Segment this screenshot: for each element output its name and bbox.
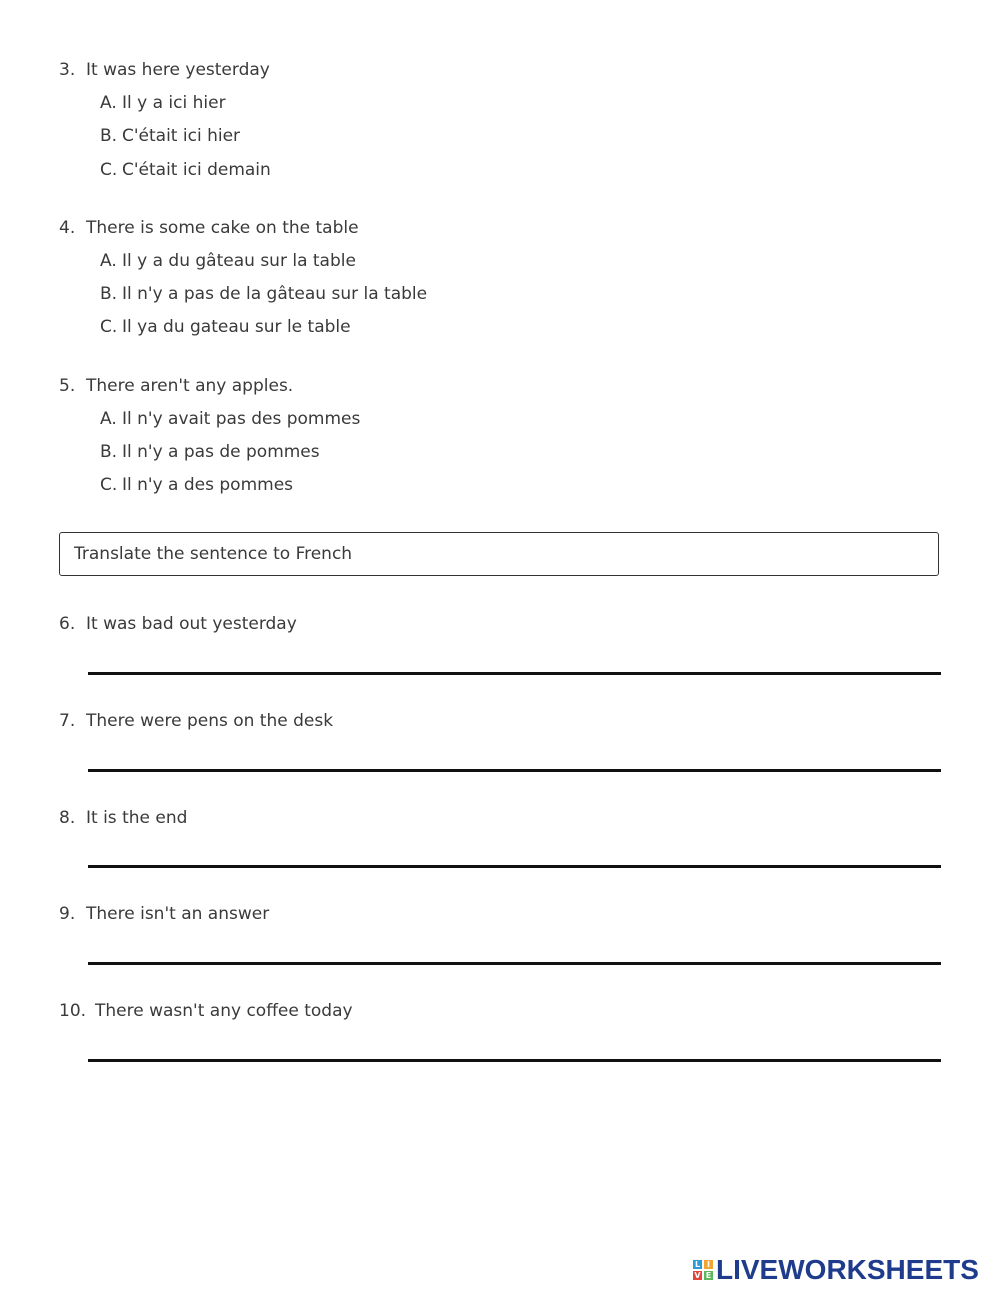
option-letter: A. [100,93,117,113]
logo-mark-icon [693,1260,713,1280]
question-9 [59,904,269,924]
question-number: 4. [59,218,76,238]
answer-line-8[interactable] [88,865,941,868]
question-number: 10. [59,1001,87,1021]
question-4 [59,218,359,238]
option-letter: B. [100,126,118,146]
option-4b[interactable] [100,284,427,304]
option-text: C'était ici demain [122,160,271,180]
answer-line-7[interactable] [88,769,941,772]
question-number: 9. [59,904,76,924]
option-letter: A. [100,409,117,429]
option-3a[interactable] [100,93,226,113]
answer-line-6[interactable] [88,672,941,675]
instruction-box [59,532,939,576]
liveworksheets-logo [693,1255,979,1285]
question-prompt: It is the end [86,808,188,828]
option-text: Il y a ici hier [122,93,226,113]
answer-line-9[interactable] [88,962,941,965]
question-prompt: There aren't any apples. [86,376,294,396]
option-4a[interactable] [100,251,356,271]
instruction-text: Translate the sentence to French [74,544,353,564]
question-prompt: There were pens on the desk [86,711,334,731]
logo-mark-letter: E [705,1271,712,1280]
answer-line-10[interactable] [88,1059,941,1062]
question-number: 6. [59,614,76,634]
question-7 [59,711,333,731]
question-6 [59,614,297,634]
question-prompt: It was bad out yesterday [86,614,297,634]
option-letter: A. [100,251,117,271]
question-number: 3. [59,60,76,80]
option-text: Il n'y avait pas des pommes [122,409,361,429]
logo-mark-letter: L [694,1260,701,1269]
question-prompt: There is some cake on the table [86,218,359,238]
question-number: 5. [59,376,76,396]
question-prompt: There isn't an answer [86,904,270,924]
option-text: Il y a du gâteau sur la table [122,251,356,271]
question-prompt: It was here yesterday [86,60,270,80]
option-letter: C. [100,160,118,180]
question-5 [59,376,293,396]
option-letter: C. [100,475,118,495]
question-prompt: There wasn't any coffee today [95,1001,353,1021]
option-3c[interactable] [100,160,271,180]
option-5a[interactable] [100,409,360,429]
question-8 [59,808,187,828]
option-text: Il n'y a pas de la gâteau sur la table [122,284,428,304]
option-5c[interactable] [100,475,293,495]
option-text: C'était ici hier [122,126,241,146]
option-3b[interactable] [100,126,240,146]
logo-text: LIVEWORKSHEETS [716,1254,979,1285]
option-text: Il n'y a pas de pommes [122,442,320,462]
option-5b[interactable] [100,442,320,462]
question-number: 8. [59,808,76,828]
option-text: Il n'y a des pommes [122,475,294,495]
question-3 [59,60,270,80]
logo-mark-letter: I [704,1260,713,1269]
option-letter: B. [100,284,118,304]
option-letter: C. [100,317,118,337]
question-10 [59,1001,353,1021]
question-number: 7. [59,711,76,731]
option-letter: B. [100,442,118,462]
option-4c[interactable] [100,317,351,337]
option-text: Il ya du gateau sur le table [122,317,351,337]
logo-mark-letter: V [694,1271,701,1280]
